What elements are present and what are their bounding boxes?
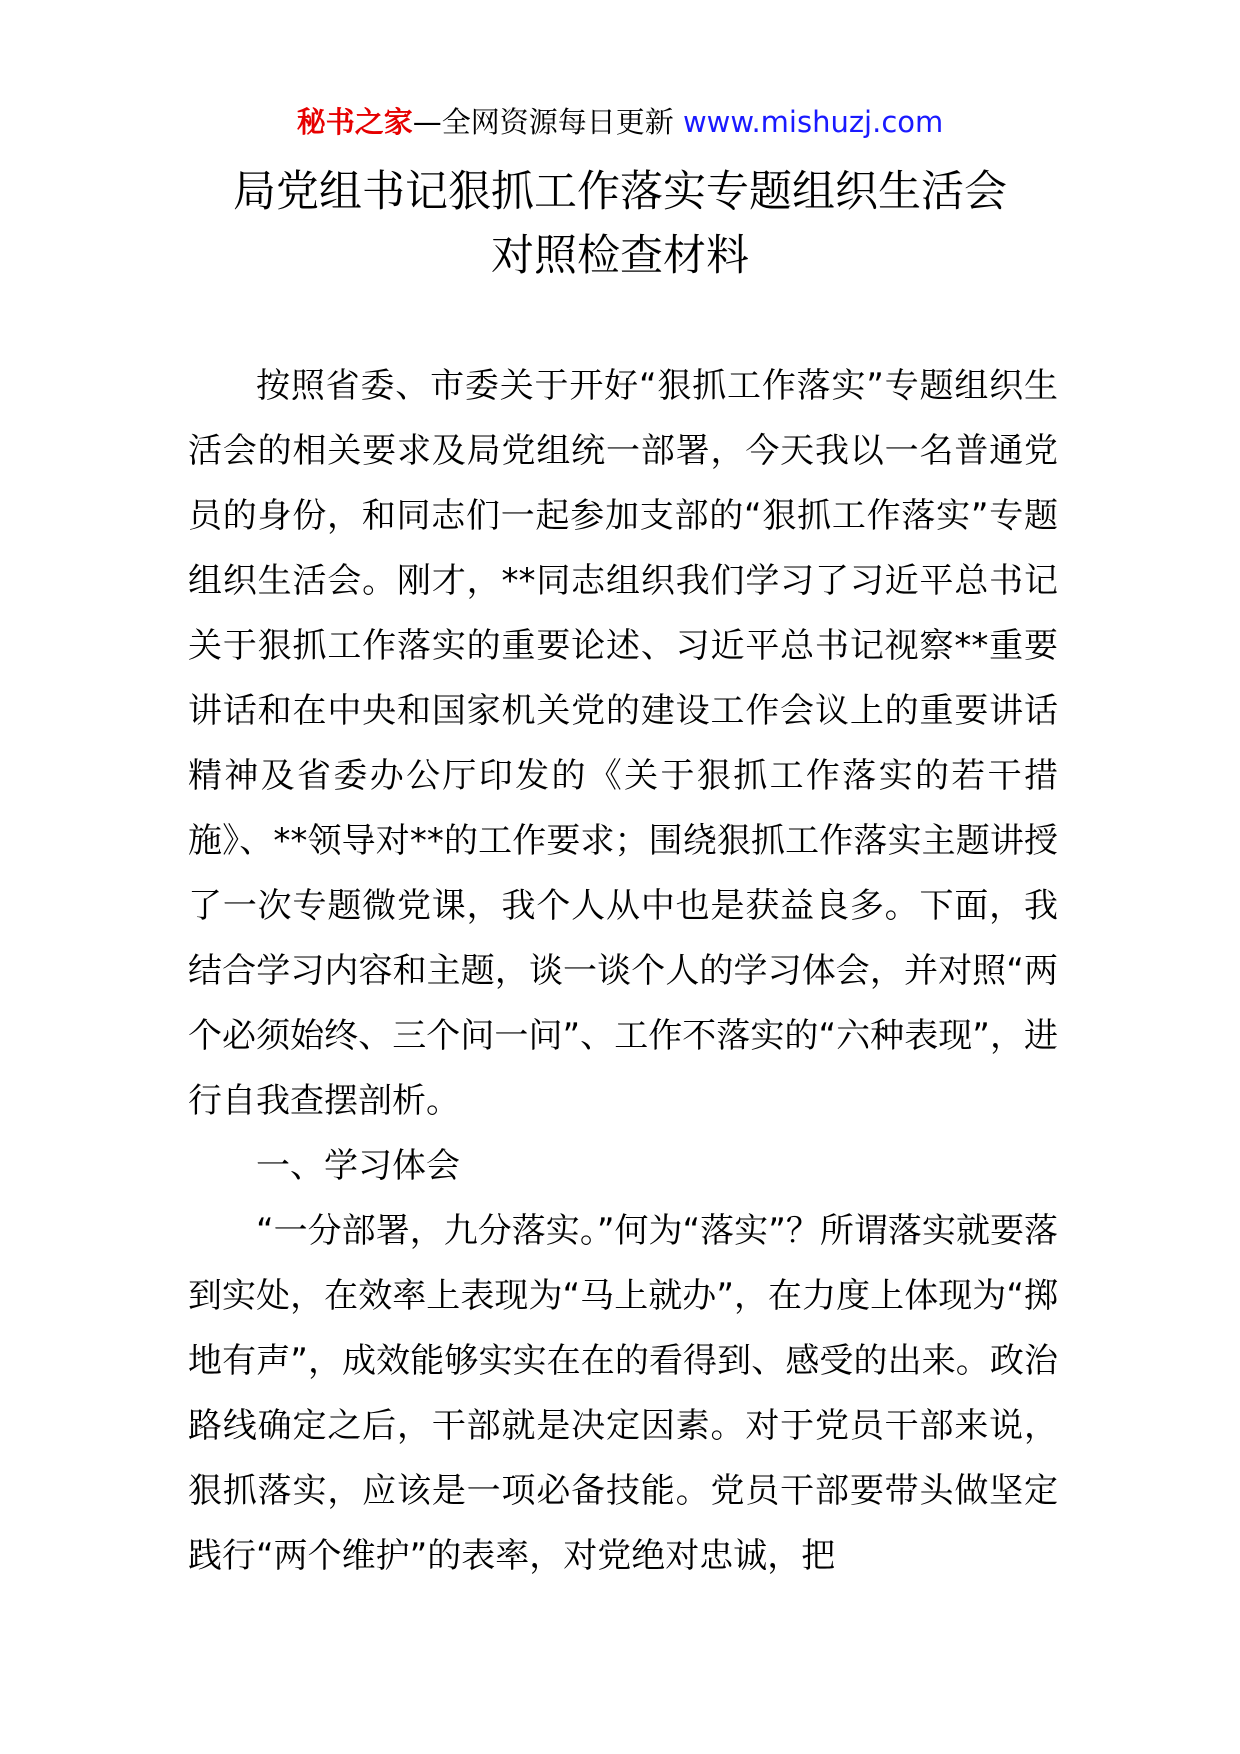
site-url: www.mishuzj.com [682, 105, 944, 139]
document-title [150, 160, 1090, 288]
brand-name: 秘书之家 [296, 105, 413, 139]
site-header [0, 100, 1240, 144]
title-line-1: 局党组书记狠抓工作落实专题组织生活会 [233, 167, 1007, 217]
intro-paragraph: 按照省委、市委关于开好“狠抓工作落实”专题组织生活会的相关要求及局党组统一部署，今天我以一名普通党员的身份，和同志们一起参加支部的“狠抓工作落实”专题组织生活会。刚才，**同志组织我们学习了习近平总书记关于狠抓工作落实的重要论述、习近平总书记视察**重要讲话和在中央和国家机关党的建设工作会议上的重要讲话精神及省委办公厅印发的《关于狠抓工作落实的若干措施》、**领导对**的工作要求；围绕狠抓工作落实主题讲授了一次专题微党课，我个人从中也是获益良多。下面，我结合学习内容和主题，谈一谈个人的学习体会，并对照“两个必须始终、三个问一问”、工作不落实的“六种表现”，进行自我查摆剖析。 [188, 366, 1058, 1121]
title-line-2: 对照检查材料 [491, 231, 749, 281]
header-slogan: —全网资源每日更新 [412, 105, 683, 139]
body-paragraph: “一分部署，九分落实。”何为“落实”？所谓落实就要落到实处，在效率上表现为“马上就办”，在力度上体现为“掷地有声”，成效能够实实在在的看得到、感受的出来。政治路线确定之后，干部就是决定因素。对于党员干部来说，狠抓落实，应该是一项必备技能。党员干部要带头做坚定践行“两个维护”的表率，对党绝对忠诚，把 [188, 1211, 1058, 1576]
document-body [188, 354, 1058, 1589]
section-heading: 一、学习体会 [256, 1146, 460, 1186]
